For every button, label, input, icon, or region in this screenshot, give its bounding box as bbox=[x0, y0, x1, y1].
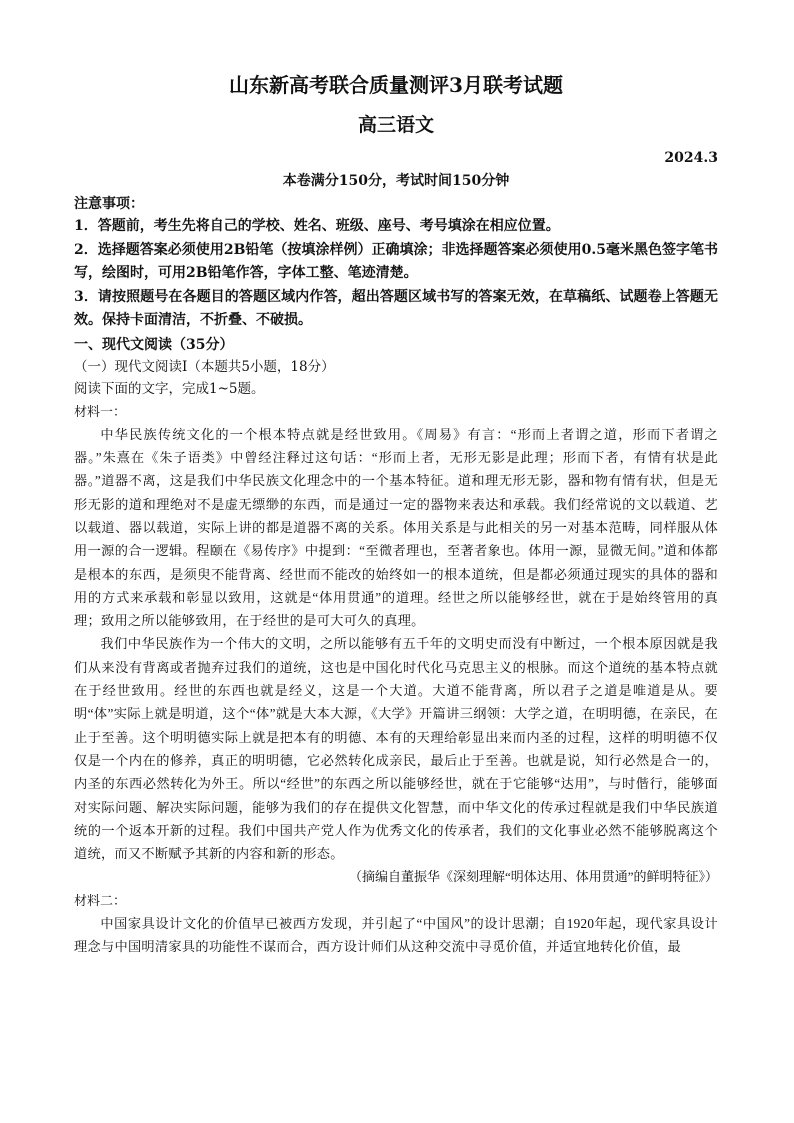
section-heading: 一、现代文阅读（35分） bbox=[74, 336, 234, 353]
notes-title: 注意事项： bbox=[74, 196, 144, 212]
section-instruction: 阅读下面的文字，完成1~5题。 bbox=[74, 380, 265, 397]
material1-label: 材料一： bbox=[74, 403, 127, 419]
note-item: 1．答题前，考生先将自己的学校、姓名、班级、座号、考号填涂在相应位置。 bbox=[74, 218, 560, 234]
material1-source: （摘编自董振华《深刻理解“明体达用、体用贯通”的鲜明特征》） bbox=[348, 869, 718, 885]
exam-date: 2024.3 bbox=[664, 150, 718, 166]
material1-paragraph: 我们中华民族作为一个伟大的文明，之所以能够有五千年的文明史而没有中断过，一个根本原因就是我们从来没有背离或者抛弃过我们的道统，这也是中国化时代化马克思主义的根脉。而这个道统的基本特点就在于经世致用。经世的东西也就是经义，这是一个大道。大道不能背离，所以君子之道是唯道是从。要明“体”实际上就是明道，这个“体”就是大本大源，《大学》开篇讲三纲领：大学之道，在明明德，在亲民，在止于至善。这个明明德实际上就是把本有的明德、本有的天理给彰显出来而内圣的过程，这样的明明德不仅仅是一个内在的修养，真正的明明德，它必然转化成亲民，最后止于至善。也就是说，知行必然是合一的，内圣的东西必然转化为外王。所以“经世”的东西之所以能够经世，就在于它能够“达用”，与时偕行，能够面对实际问题、解决实际问题，能够为我们的存在提供文化智慧，而中华文化的传承过程就是我们中华民族道统的一个返本开新的过程。我们中国共产党人作为优秀文化的传承者，我们的文化事业必然不能够脱离这个道统，而又不断赋予其新的内容和新的形态。 bbox=[74, 636, 718, 862]
note-item: 3．请按照题号在各题目的答题区域内作答，超出答题区域书写的答案无效，在草稿纸、试题卷上答题无效。保持卡面清洁，不折叠、不破损。 bbox=[74, 288, 718, 328]
page-title: 山东新高考联合质量测评3月联考试题 bbox=[229, 73, 563, 97]
page-subtitle: 高三语文 bbox=[357, 114, 434, 136]
note-item: 2．选择题答案必须使用2B铅笔（按填涂样例）正确填涂；非选择题答案必须使用0.5毫米黑色签字笔书写，绘图时，可用2B铅笔作答，字体工整、笔迹清楚。 bbox=[74, 241, 718, 281]
material1-paragraph: 中华民族传统文化的一个根本特点就是经世致用。《周易》有言：“形而上者谓之道，形而下者谓之器。”朱熹在《朱子语类》中曾经注释过这句话：“形而上者，无形无影是此理；形而下者，有情有状是此器。”道器不离，这是我们中华民族文化理念中的一个基本特征。道和理无形无影，器和物有情有状，但是无形无影的道和理绝对不是虚无缥缈的东西，而是通过一定的器物来表达和承载。我们经常说的文以载道、艺以载道、器以载道，实际上讲的都是道器不离的关系。体用关系是与此相关的另一对基本范畴，同样服从体用一源的合一逻辑。程颐在《易传序》中提到：“至微者理也，至著者象也。体用一源，显微无间。”道和体都是根本的东西，是须臾不能背离、经世而不能改的始终如一的根本道统，但是都必须通过现实的具体的器和用的方式来承载和彰显以致用，这就是“体用贯通”的道理。经世之所以能够经世，就在于是始终管用的真理；致用之所以能够致用，在于经世的是可大可久的真理。 bbox=[74, 426, 718, 629]
section-sub-heading: （一）现代文阅读Ⅰ（本题共5小题，18分） bbox=[74, 358, 335, 375]
material2-label: 材料二： bbox=[74, 892, 127, 908]
material2-paragraph: 中国家具设计文化的价值早已被西方发现，并引起了“中国风”的设计思潮；自1920年起，现代家具设计理念与中国明清家具的功能性不谋而合，西方设计师们从这种交流中寻觅价值，并适宜地转化价值，最 bbox=[74, 916, 718, 955]
exam-info: 本卷满分150分，考试时间150分钟 bbox=[282, 173, 510, 189]
